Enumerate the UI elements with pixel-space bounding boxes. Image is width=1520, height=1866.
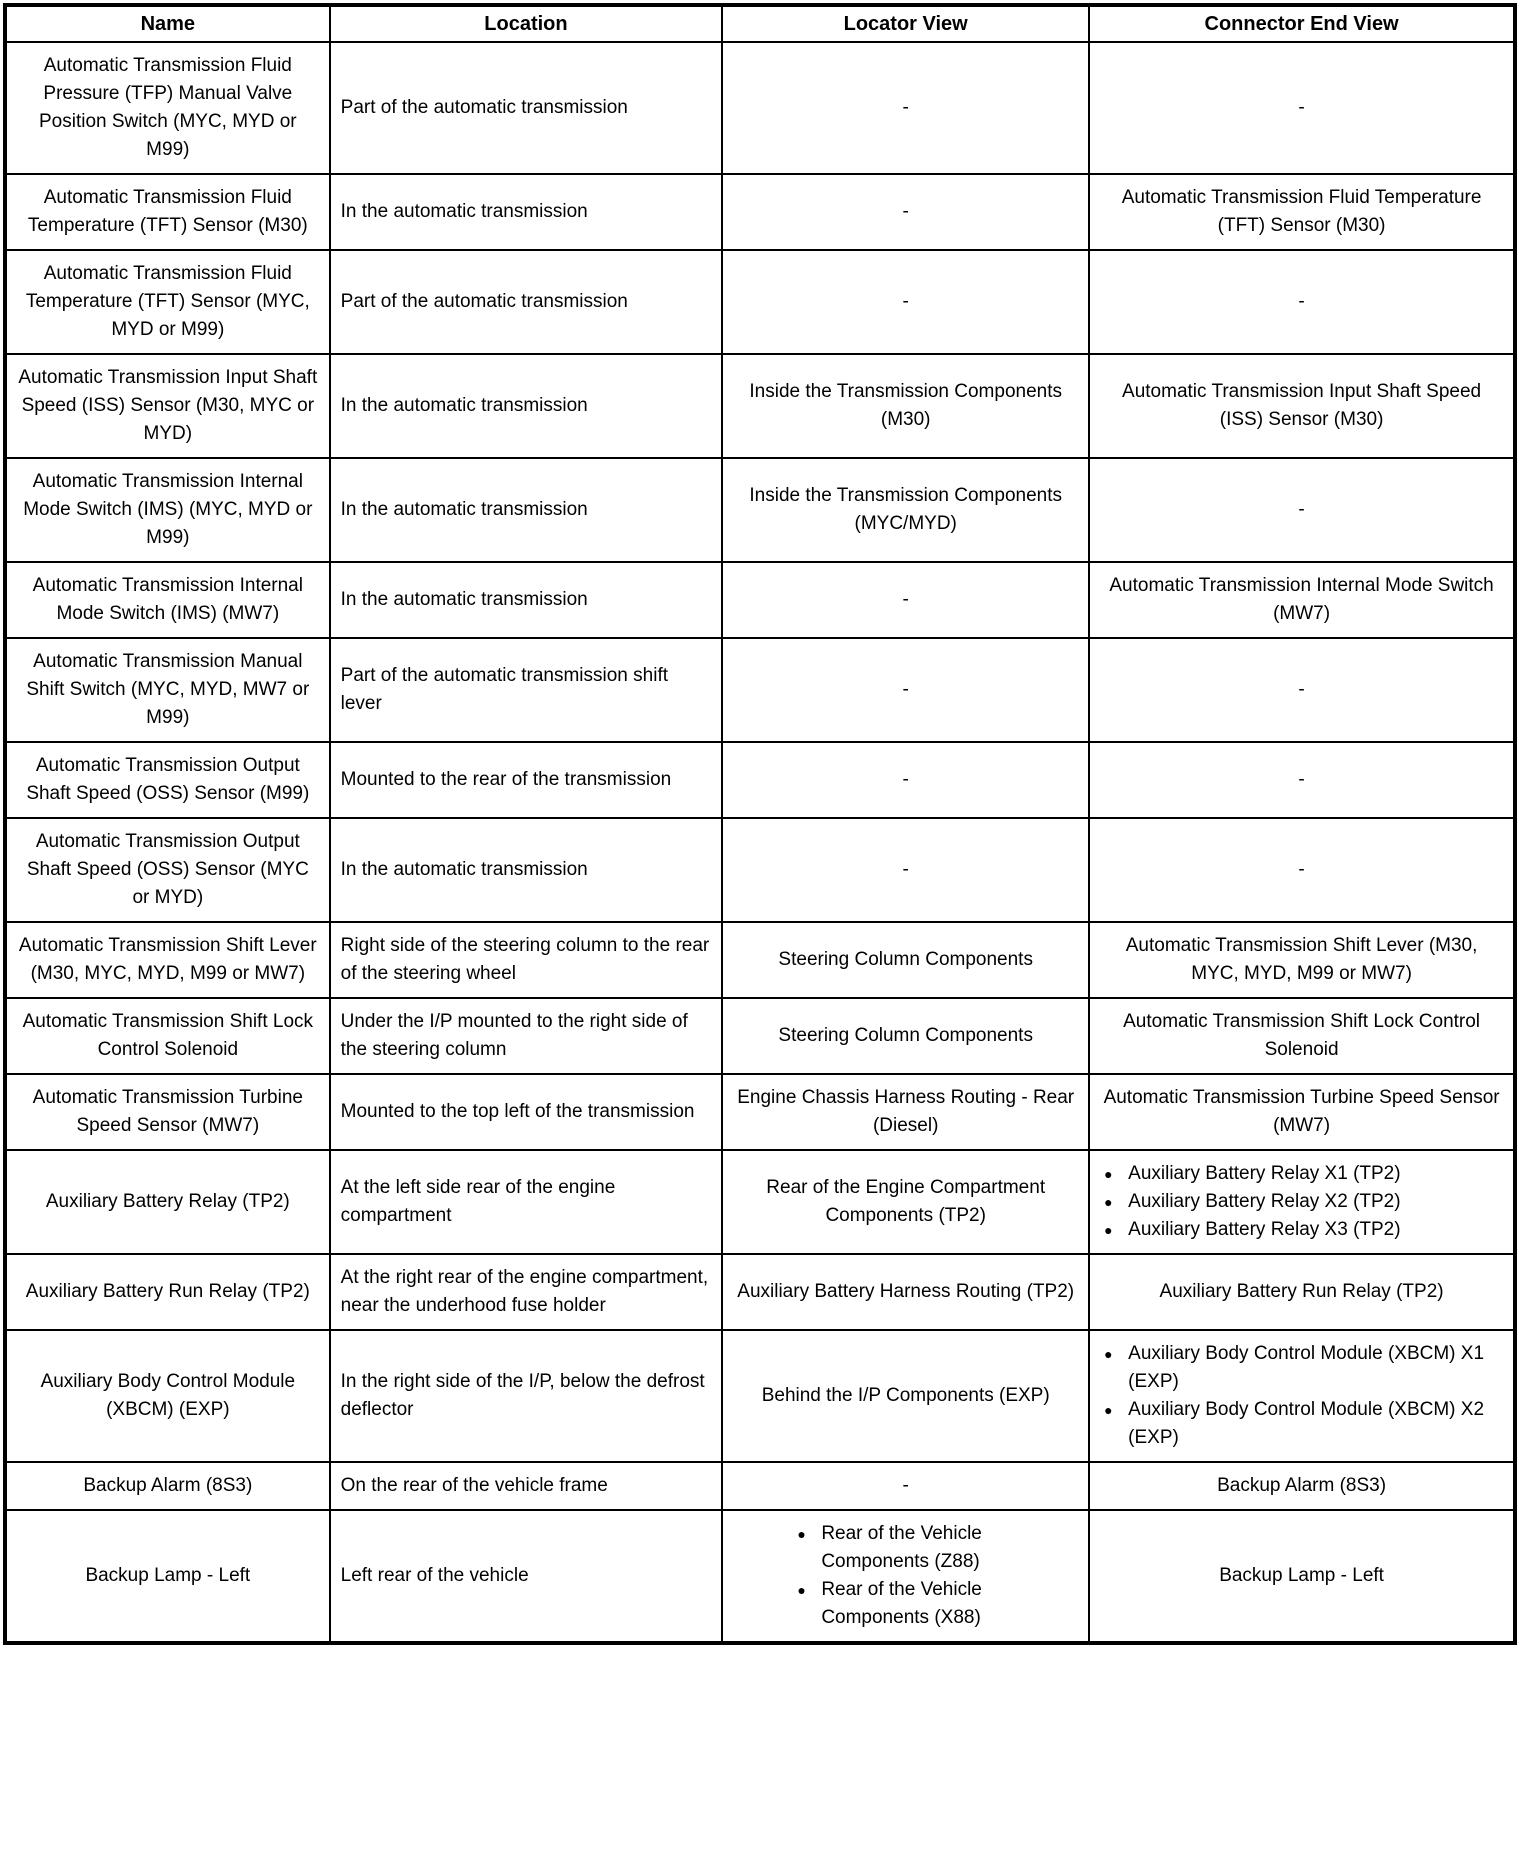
cell-name: Backup Alarm (8S3) [5, 1462, 330, 1510]
cell-locator: Inside the Transmission Components (M30) [722, 354, 1089, 458]
table-row [5, 922, 1515, 998]
table-row [5, 458, 1515, 562]
cell-location: In the automatic transmission [330, 458, 723, 562]
bullet-item: ● Auxiliary Body Control Module (XBCM) X1 (EXP) [1102, 1340, 1503, 1396]
cell-connector [1089, 1150, 1515, 1254]
cell-name: Automatic Transmission Fluid Temperature (TFT) Sensor (M30) [5, 174, 330, 250]
cell-location: Part of the automatic transmission [330, 42, 723, 174]
cell-connector: Automatic Transmission Shift Lock Control Solenoid [1089, 998, 1515, 1074]
cell-name: Automatic Transmission Output Shaft Speed (OSS) Sensor (MYC or MYD) [5, 818, 330, 922]
bullet-item: ● Rear of the Vehicle Components (Z88) [795, 1520, 1016, 1576]
table-row [5, 42, 1515, 174]
header-name: Name [5, 5, 330, 42]
cell-name: Backup Lamp - Left [5, 1510, 330, 1643]
table-row [5, 1462, 1515, 1510]
cell-name: Automatic Transmission Input Shaft Speed (ISS) Sensor (M30, MYC or MYD) [5, 354, 330, 458]
cell-name: Automatic Transmission Fluid Temperature (TFT) Sensor (MYC, MYD or M99) [5, 250, 330, 354]
bullet-list [1102, 1340, 1503, 1452]
cell-locator: - [722, 250, 1089, 354]
header-location: Location [330, 5, 723, 42]
table-row [5, 1074, 1515, 1150]
cell-locator: Behind the I/P Components (EXP) [722, 1330, 1089, 1462]
cell-location: At the right rear of the engine compartment, near the underhood fuse holder [330, 1254, 723, 1330]
cell-location: Mounted to the top left of the transmission [330, 1074, 723, 1150]
cell-name: Automatic Transmission Shift Lock Control Solenoid [5, 998, 330, 1074]
cell-connector: - [1089, 250, 1515, 354]
cell-locator: Steering Column Components [722, 998, 1089, 1074]
cell-name: Automatic Transmission Manual Shift Switch (MYC, MYD, MW7 or M99) [5, 638, 330, 742]
cell-connector: Automatic Transmission Turbine Speed Sensor (MW7) [1089, 1074, 1515, 1150]
table-row [5, 174, 1515, 250]
cell-location: Left rear of the vehicle [330, 1510, 723, 1643]
header-row [5, 5, 1515, 42]
cell-location: In the automatic transmission [330, 562, 723, 638]
cell-locator [722, 1510, 1089, 1643]
cell-connector: - [1089, 42, 1515, 174]
cell-name: Automatic Transmission Shift Lever (M30, MYC, MYD, M99 or MW7) [5, 922, 330, 998]
cell-connector: Backup Lamp - Left [1089, 1510, 1515, 1643]
connector-views-table [3, 3, 1517, 1645]
cell-location: In the right side of the I/P, below the defrost deflector [330, 1330, 723, 1462]
cell-locator: Rear of the Engine Compartment Components (TP2) [722, 1150, 1089, 1254]
table-row [5, 818, 1515, 922]
cell-locator: Steering Column Components [722, 922, 1089, 998]
cell-location: In the automatic transmission [330, 174, 723, 250]
table-row [5, 1254, 1515, 1330]
cell-name: Automatic Transmission Fluid Pressure (TFP) Manual Valve Position Switch (MYC, MYD or M99) [5, 42, 330, 174]
cell-locator: Engine Chassis Harness Routing - Rear (Diesel) [722, 1074, 1089, 1150]
cell-connector: - [1089, 742, 1515, 818]
cell-locator: Auxiliary Battery Harness Routing (TP2) [722, 1254, 1089, 1330]
cell-location: Right side of the steering column to the rear of the steering wheel [330, 922, 723, 998]
table-row [5, 1510, 1515, 1643]
bullet-list [795, 1520, 1016, 1632]
cell-location: At the left side rear of the engine compartment [330, 1150, 723, 1254]
cell-connector: - [1089, 458, 1515, 562]
table-row [5, 998, 1515, 1074]
cell-connector: - [1089, 818, 1515, 922]
bullet-item: ● Auxiliary Battery Relay X1 (TP2) [1102, 1160, 1503, 1188]
cell-locator: - [722, 174, 1089, 250]
cell-name: Automatic Transmission Internal Mode Switch (IMS) (MW7) [5, 562, 330, 638]
bullet-item: ● Auxiliary Body Control Module (XBCM) X2 (EXP) [1102, 1396, 1503, 1452]
table-row [5, 1330, 1515, 1462]
cell-name: Auxiliary Battery Run Relay (TP2) [5, 1254, 330, 1330]
table-row [5, 562, 1515, 638]
header-locator-view: Locator View [722, 5, 1089, 42]
cell-locator: - [722, 818, 1089, 922]
table-row [5, 354, 1515, 458]
cell-name: Automatic Transmission Internal Mode Switch (IMS) (MYC, MYD or M99) [5, 458, 330, 562]
cell-name: Auxiliary Battery Relay (TP2) [5, 1150, 330, 1254]
cell-connector: Automatic Transmission Input Shaft Speed (ISS) Sensor (M30) [1089, 354, 1515, 458]
table-row [5, 638, 1515, 742]
cell-connector: Automatic Transmission Shift Lever (M30, MYC, MYD, M99 or MW7) [1089, 922, 1515, 998]
table-body [5, 42, 1515, 1643]
cell-locator: - [722, 562, 1089, 638]
cell-name: Auxiliary Body Control Module (XBCM) (EXP) [5, 1330, 330, 1462]
bullet-item: ● Auxiliary Battery Relay X3 (TP2) [1102, 1216, 1503, 1244]
cell-location: On the rear of the vehicle frame [330, 1462, 723, 1510]
cell-connector: - [1089, 638, 1515, 742]
cell-location: In the automatic transmission [330, 818, 723, 922]
cell-name: Automatic Transmission Turbine Speed Sensor (MW7) [5, 1074, 330, 1150]
cell-location: Mounted to the rear of the transmission [330, 742, 723, 818]
table-row [5, 742, 1515, 818]
cell-locator: - [722, 1462, 1089, 1510]
bullet-item: ● Auxiliary Battery Relay X2 (TP2) [1102, 1188, 1503, 1216]
bullet-list [1102, 1160, 1503, 1244]
cell-location: Under the I/P mounted to the right side of the steering column [330, 998, 723, 1074]
cell-connector: Automatic Transmission Internal Mode Switch (MW7) [1089, 562, 1515, 638]
table-row [5, 1150, 1515, 1254]
table-row [5, 250, 1515, 354]
cell-location: Part of the automatic transmission [330, 250, 723, 354]
bullet-item: ● Rear of the Vehicle Components (X88) [795, 1576, 1016, 1632]
cell-connector: Backup Alarm (8S3) [1089, 1462, 1515, 1510]
header-connector-end-view: Connector End View [1089, 5, 1515, 42]
table-header [5, 5, 1515, 42]
cell-locator: - [722, 42, 1089, 174]
cell-locator: Inside the Transmission Components (MYC/MYD) [722, 458, 1089, 562]
cell-name: Automatic Transmission Output Shaft Speed (OSS) Sensor (M99) [5, 742, 330, 818]
cell-location: Part of the automatic transmission shift lever [330, 638, 723, 742]
cell-location: In the automatic transmission [330, 354, 723, 458]
cell-connector [1089, 1330, 1515, 1462]
cell-connector: Auxiliary Battery Run Relay (TP2) [1089, 1254, 1515, 1330]
cell-connector: Automatic Transmission Fluid Temperature (TFT) Sensor (M30) [1089, 174, 1515, 250]
cell-locator: - [722, 742, 1089, 818]
cell-locator: - [722, 638, 1089, 742]
